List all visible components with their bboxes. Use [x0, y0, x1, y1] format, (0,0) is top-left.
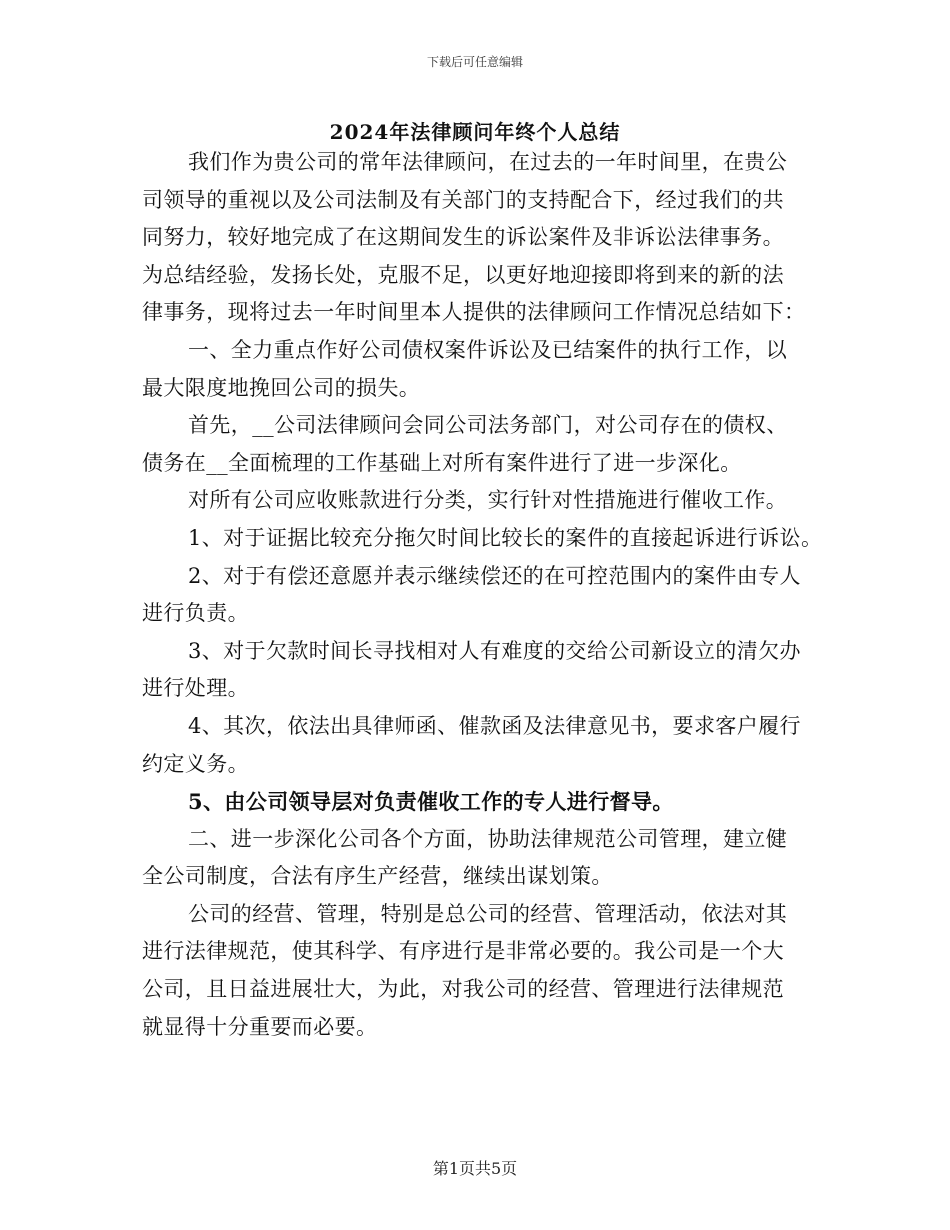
body-line: 对所有公司应收账款进行分类，实行针对性措施进行催收工作。 — [188, 488, 788, 513]
body-line: 2、对于有偿还意愿并表示继续偿还的在可控范围内的案件由专人 — [188, 563, 801, 588]
body-line: 3、对于欠款时间长寻找相对人有难度的交给公司新设立的清欠办 — [188, 638, 801, 663]
body-line: 最大限度地挽回公司的损失。 — [142, 375, 421, 400]
document-body — [142, 144, 822, 1046]
body-line: 首先，__公司法律顾问会同公司法务部门，对公司存在的债权、 — [188, 413, 788, 438]
body-line: 全公司制度，合法有序生产经营，继续出谋划策。 — [142, 864, 613, 889]
body-line: 1、对于证据比较充分拖欠时间比较长的案件的直接起诉进行诉讼。 — [188, 525, 822, 550]
body-line: 律事务，现将过去一年时间里本人提供的法律顾问工作情况总结如下： — [142, 300, 806, 325]
body-line: 公司，且日益进展壮大，为此，对我公司的经营、管理进行法律规范 — [142, 977, 784, 1002]
body-line: 进行处理。 — [142, 676, 249, 701]
body-line: 一、全力重点作好公司债权案件诉讼及已结案件的执行工作，以 — [188, 337, 788, 362]
body-line: 司领导的重视以及公司法制及有关部门的支持配合下，经过我们的共 — [142, 187, 784, 212]
body-line: 就显得十分重要而必要。 — [142, 1014, 378, 1039]
page-number-footer: 第1页共5页 — [432, 1159, 518, 1178]
body-line: 我们作为贵公司的常年法律顾问，在过去的一年时间里，在贵公 — [188, 150, 788, 174]
body-line: 进行负责。 — [142, 601, 249, 626]
page-header: 下载后可任意编辑 — [426, 55, 523, 69]
body-line: 5、由公司领导层对负责催收工作的专人进行督导。 — [188, 789, 674, 815]
body-line: 债务在__全面梳理的工作基础上对所有案件进行了进一步深化。 — [142, 450, 742, 475]
body-line: 二、进一步深化公司各个方面，协助法律规范公司管理，建立健 — [188, 826, 788, 851]
body-line: 4、其次，依法出具律师函、催款函及法律意见书，要求客户履行 — [188, 713, 801, 738]
body-line: 同努力，较好地完成了在这期间发生的诉讼案件及非诉讼法律事务。 — [142, 225, 784, 250]
document-title: 2024年法律顾问年终个人总结 — [329, 120, 621, 144]
body-line: 为总结经验，发扬长处，克服不足，以更好地迎接即将到来的新的法 — [142, 262, 784, 287]
body-line: 约定义务。 — [142, 751, 249, 776]
body-line: 进行法律规范，使其科学、有序进行是非常必要的。我公司是一个大 — [142, 939, 784, 964]
body-line: 公司的经营、管理，特别是总公司的经营、管理活动，依法对其 — [188, 901, 788, 926]
